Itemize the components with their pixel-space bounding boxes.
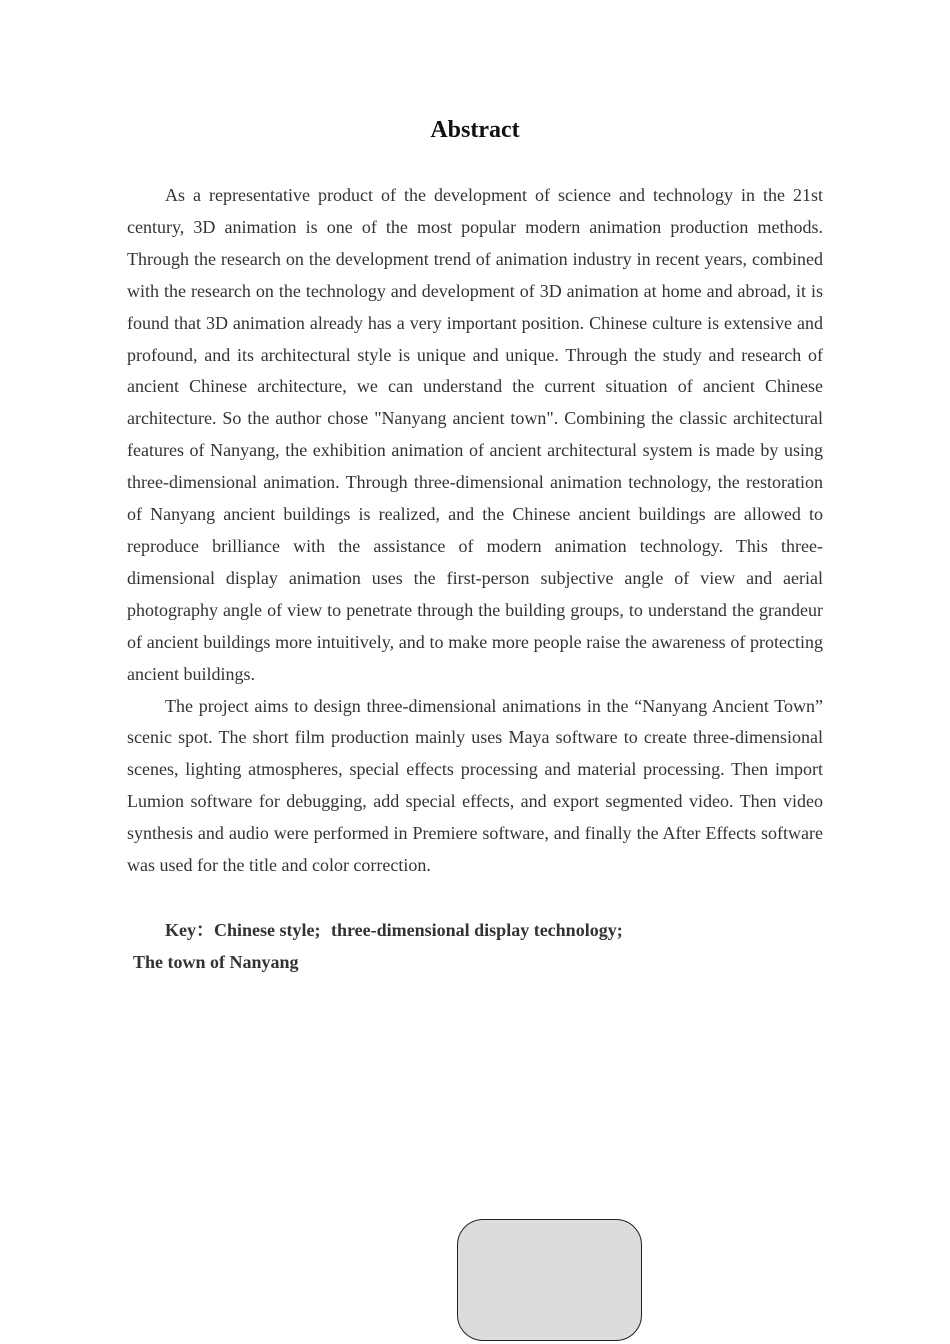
- keywords-label: Key：: [165, 920, 214, 940]
- abstract-paragraph-2: The project aims to design three-dimensional animations in the “Nanyang Ancient Town” scenic spot. The short film production mainly uses Maya software to create three-dimensional scenes, lighting atmospheres, special effects processing and material processing. Then import Lumion software for debugging, add special effects, and export segmented video. Then video synthesis and audio were performed in Premiere software, and finally the After Effects software was used for the title and color correction.: [127, 695, 823, 876]
- abstract-body: [127, 180, 823, 882]
- annotation-callout-box: [457, 1219, 642, 1341]
- abstract-paragraph-1: As a representative product of the development of science and technology in the 21st century, 3D animation is one of the most popular modern animation production methods. Through the research on the development trend of animation industry in recent years, combined with the research on the technology and development of 3D animation at home and abroad, it is found that 3D animation already has a very important position. Chinese culture is extensive and profound, and its architectural style is unique and unique. Through the study and research of ancient Chinese architecture, we can understand the current situation of ancient Chinese architecture. So the author chose "Nanyang ancient town". Combining the classic architectural features of Nanyang, the exhibition animation of ancient architectural system is made by using three-dimensional animation. Through three-dimensional animation technology, the restoration of Nanyang ancient buildings is realized, and the Chinese ancient buildings are allowed to reproduce brilliance with the assistance of modern animation technology. This three-dimensional display animation uses the first-person subjective angle of view and aerial photography angle of view to penetrate through the building groups, to understand the grandeur of ancient buildings more intuitively, and to make more people raise the awareness of protecting ancient buildings.: [127, 185, 823, 684]
- keyword-2: three-dimensional display technology;: [331, 920, 623, 940]
- keywords-line: [127, 914, 767, 978]
- abstract-title: Abstract: [430, 117, 520, 143]
- keyword-1: Chinese style;: [214, 920, 321, 940]
- keyword-3: The town of Nanyang: [133, 952, 299, 972]
